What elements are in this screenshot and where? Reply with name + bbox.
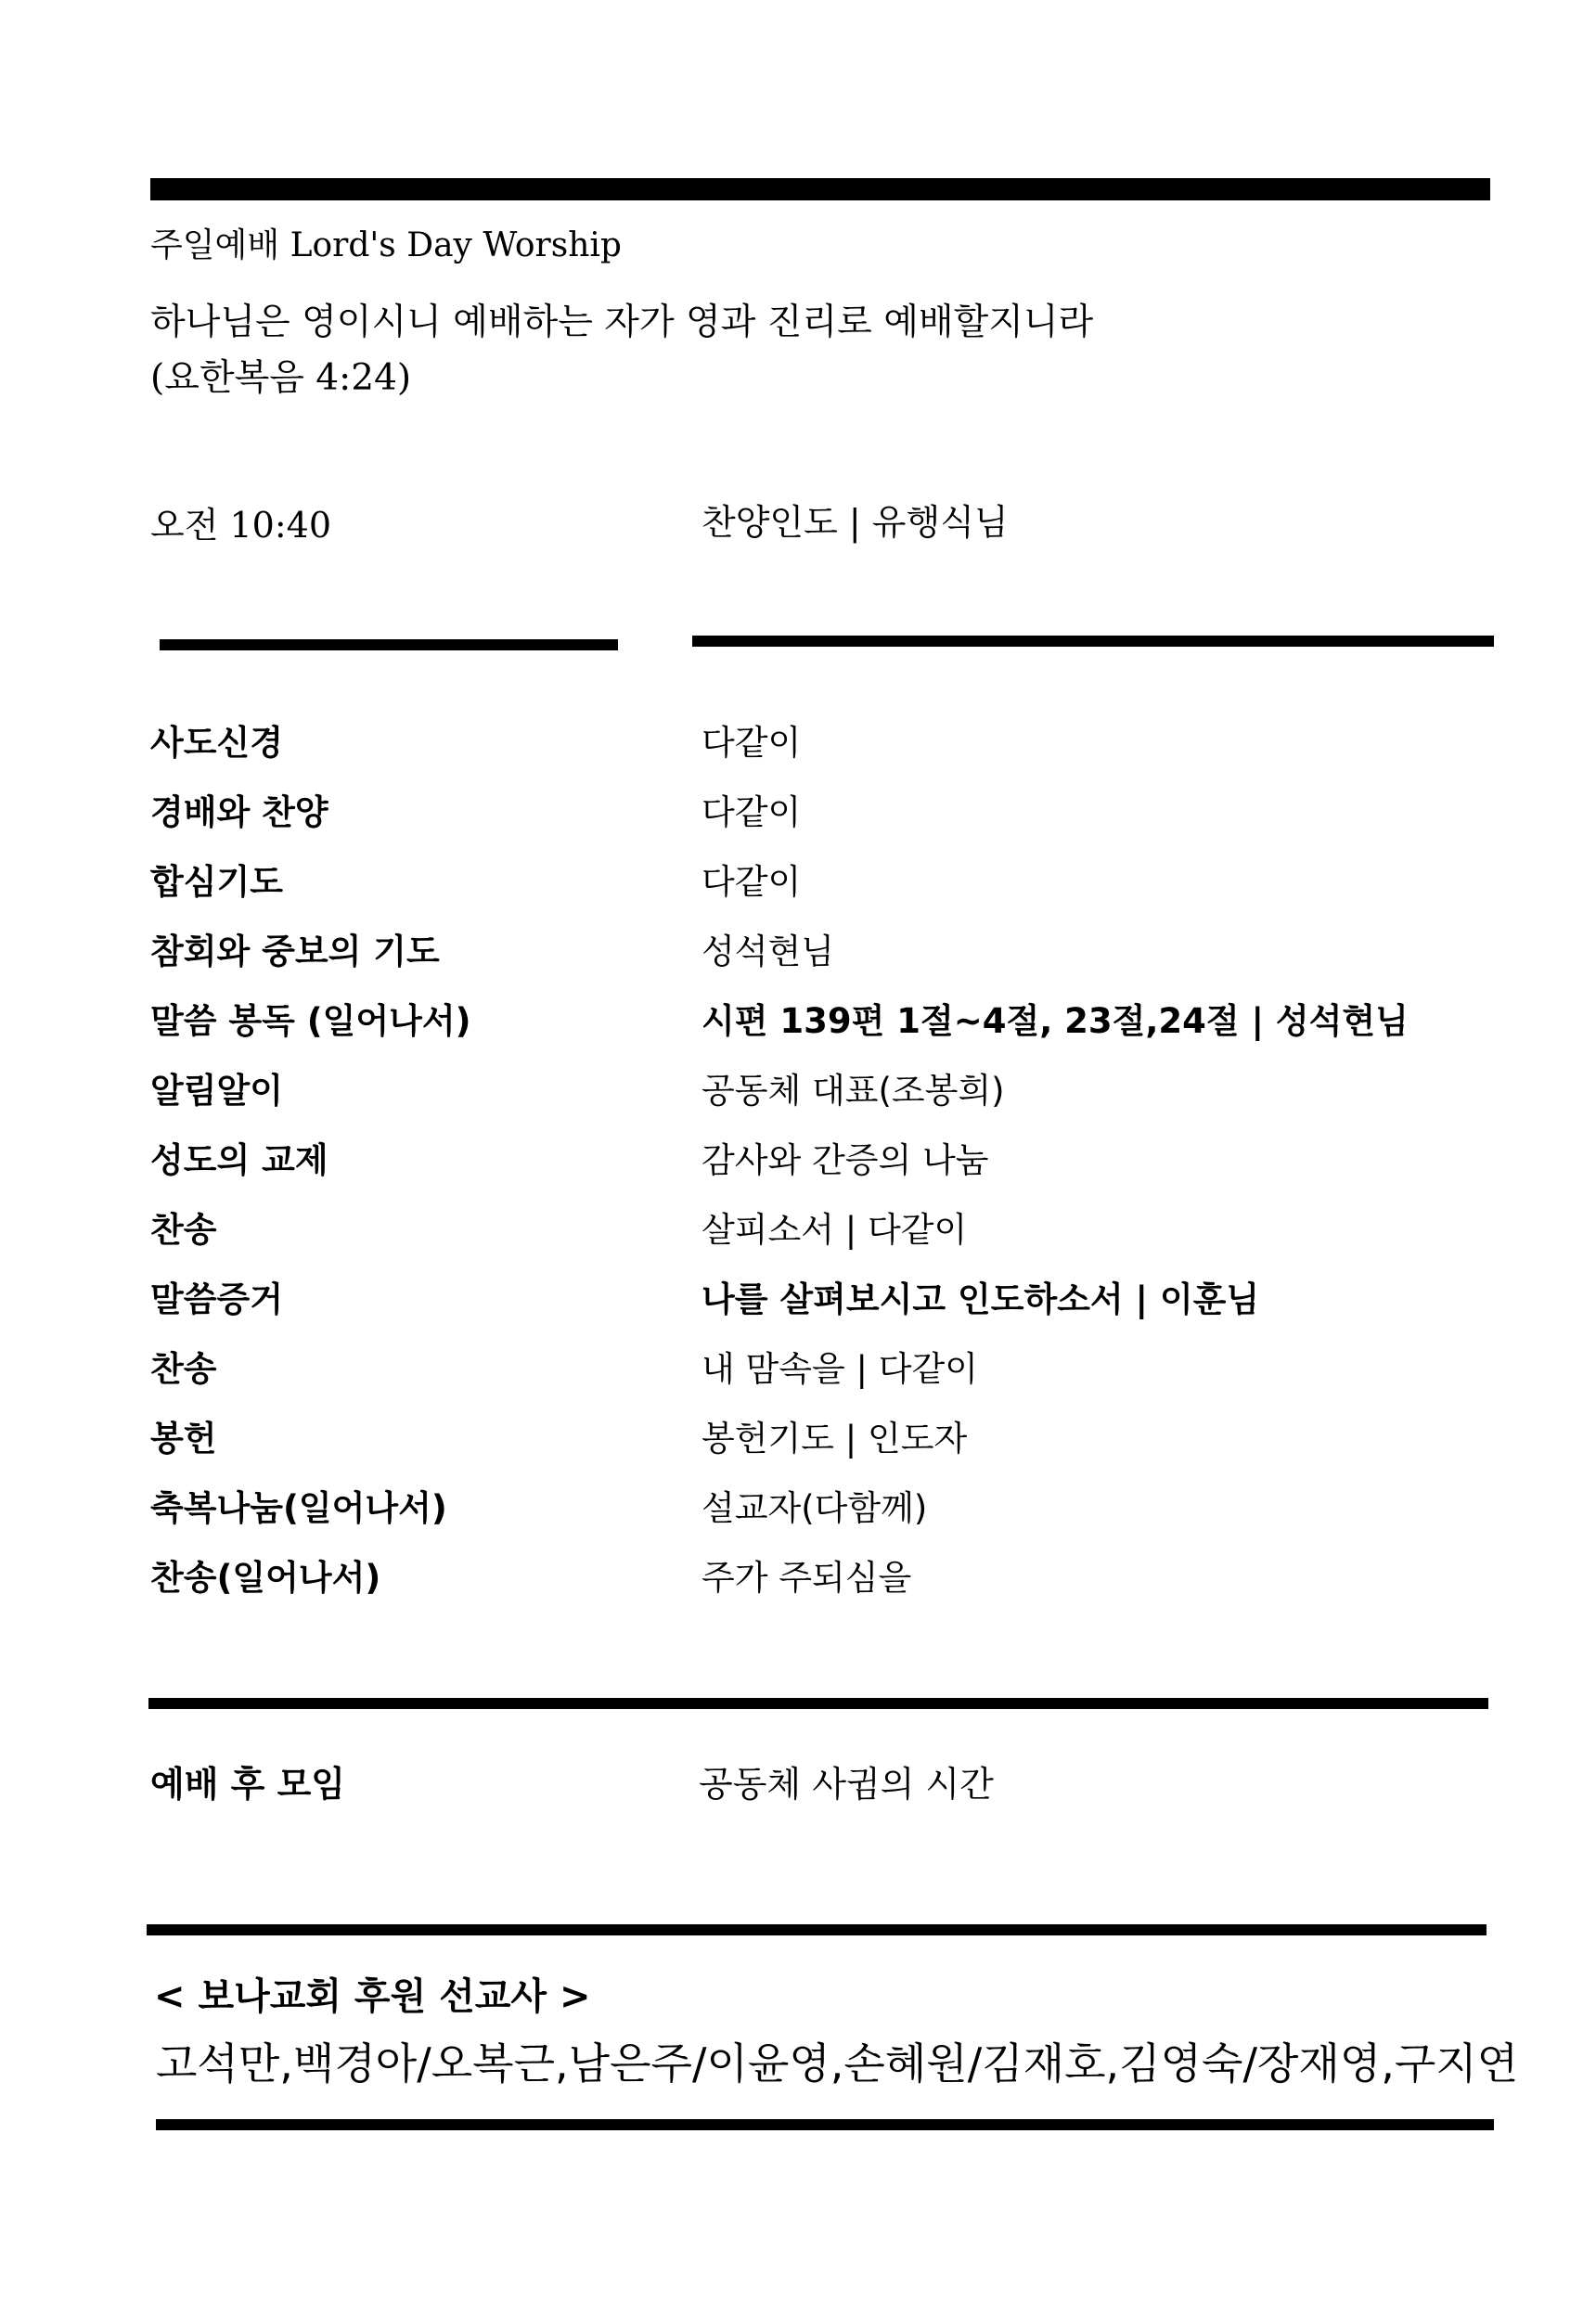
order-row [0,1202,1596,1271]
order-detail: 성석현님 [701,932,834,971]
order-detail: 다같이 [701,862,802,902]
after-service-item: 예배 후 모임 [150,1764,345,1805]
order-row [0,1549,1596,1619]
order-row [0,923,1596,993]
order-item: 말씀증거 [150,1279,283,1319]
order-detail: 설교자(다함께) [701,1488,928,1528]
order-detail: 주가 주되심을 [701,1558,912,1598]
order-row [0,714,1596,784]
order-detail: 공동체 대표(조봉희) [701,1071,1005,1111]
bottom-rule [156,2119,1494,2130]
right-section-rule [692,636,1494,647]
order-item: 참회와 중보의 기도 [150,932,440,971]
order-row [0,1480,1596,1549]
order-row [0,993,1596,1062]
order-detail: 내 맘속을 | 다같이 [701,1349,978,1389]
order-detail: 시편 139편 1절~4절, 23절,24절 | 성석현님 [701,1001,1409,1041]
order-detail: 감사와 간증의 나눔 [701,1140,989,1180]
service-time: 오전 10:40 [150,505,332,546]
order-detail: 다같이 [701,723,802,763]
missionary-heading: < 보나교회 후원 선교사 > [154,1975,591,2018]
order-item: 경배와 찬양 [150,792,328,832]
order-item: 찬송 [150,1210,217,1250]
missionary-names: 고석만,백경아/오복근,남은주/이윤영,손혜원/김재호,김영숙/장재영,구지연 [156,2038,1519,2089]
after-service-detail: 공동체 사귐의 시간 [699,1764,994,1805]
order-detail: 살피소서 | 다같이 [701,1210,968,1250]
order-item: 찬송 [150,1349,217,1389]
order-item: 봉헌 [150,1419,217,1459]
praise-leader: 찬양인도 | 유행식님 [701,502,1009,543]
worship-title-korean: 주일예배 [150,226,280,264]
top-rule [150,178,1490,200]
order-row [0,1271,1596,1341]
order-row [0,1132,1596,1202]
verse-reference: (요한복음 4:24) [150,357,412,399]
order-detail: 다같이 [701,792,802,832]
order-row [0,1341,1596,1410]
order-item: 합심기도 [150,862,283,902]
order-detail: 나를 살펴보시고 인도하소서 | 이훈님 [701,1279,1260,1319]
order-row [0,784,1596,854]
order-end-rule [148,1698,1488,1709]
order-detail: 봉헌기도 | 인도자 [701,1419,968,1459]
order-item: 말씀 봉독 (일어나서) [150,1001,471,1041]
order-row [0,1410,1596,1480]
verse-text: 하나님은 영이시니 예배하는 자가 영과 진리로 예배할지니라 [150,302,1094,343]
order-item: 알림알이 [150,1071,283,1111]
order-row [0,854,1596,923]
order-item: 사도신경 [150,723,283,763]
order-row [0,1062,1596,1132]
worship-title-english: Lord's Day Worship [290,226,622,264]
after-service-rule [147,1924,1487,1935]
order-item: 축복나눔(일어나서) [150,1488,447,1528]
scripture-verse [150,295,1093,406]
order-item: 찬송(일어나서) [150,1558,381,1598]
left-section-rule [160,639,618,650]
worship-title [150,219,622,266]
order-item: 성도의 교제 [150,1140,328,1180]
